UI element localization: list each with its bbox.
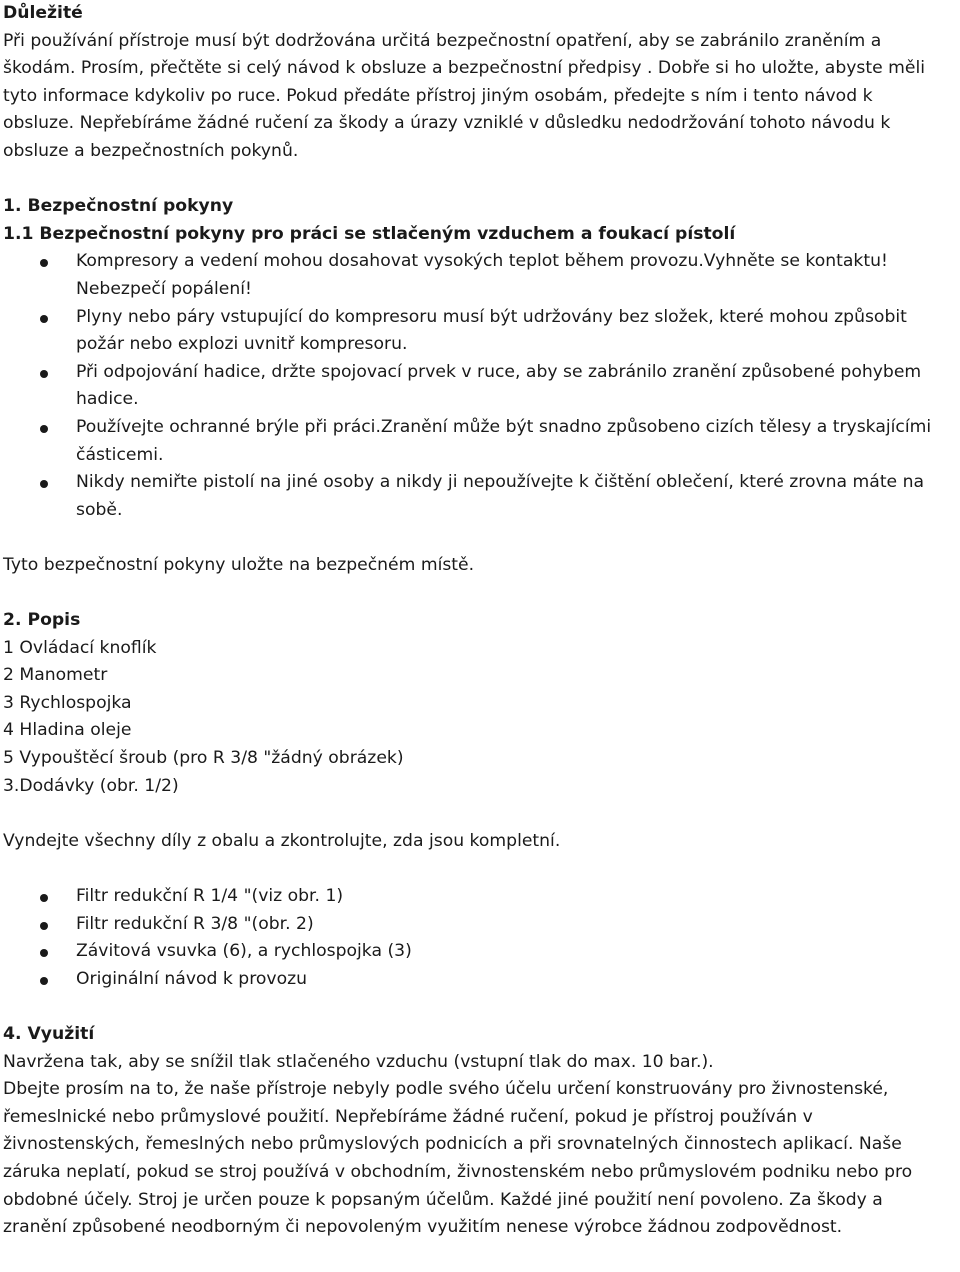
bullet-icon xyxy=(40,894,48,902)
description-line: 1 Ovládací knoflík xyxy=(3,637,157,658)
list-item: Plyny nebo páry vstupující do kompresoru musí být udržovány bez složek, které mohou způsobit požár nebo explozi uvnitř kompresoru. xyxy=(3,304,948,359)
usage-heading: 4. Využití xyxy=(3,1023,95,1044)
bullet-icon xyxy=(40,425,48,433)
spacer xyxy=(3,800,948,828)
list-item: Originální návod k provozu xyxy=(3,966,948,994)
spacer xyxy=(3,579,948,607)
bullet-icon xyxy=(40,480,48,488)
description-line: 3 Rychlospojka xyxy=(3,692,132,713)
usage-line: Navržena tak, aby se snížil tlak stlačeného vzduchu (vstupní tlak do max. 10 bar.). xyxy=(3,1051,714,1072)
delivery-list xyxy=(3,883,948,993)
important-heading: Důležité xyxy=(3,3,83,23)
bullet-icon xyxy=(40,259,48,267)
list-item: Nikdy nemiřte pistolí na jiné osoby a nikdy ji nepoužívejte k čištění oblečení, které zrovna máte na sobě. xyxy=(3,469,948,524)
important-paragraph: Při používání přístroje musí být dodržována určitá bezpečnostní opatření, aby se zabránilo zraněním a škodám. Prosím, přečtěte si celý návod k obsluze a bezpečnostní předpisy . Dobře si ho uložte, abyste měli tyto informace kdykoliv po ruce. Pokud předáte přístroj jiným osobám, předejte s ním i tento návod k obsluze. Nepřebíráme žádné ručení za škody a úrazy vzniklé v důsledku nedodržování tohoto návodu k obsluze a bezpečnostních pokynů. xyxy=(3,30,926,161)
list-item: Při odpojování hadice, držte spojovací prvek v ruce, aby se zabránilo zranění způsobené pohybem hadice. xyxy=(3,359,948,414)
spacer xyxy=(3,166,948,194)
usage-paragraph: Dbejte prosím na to, že naše přístroje nebyly podle svého účelu určení konstruovány pro živnostenské, řemeslnické nebo průmyslové použití. Nepřebíráme žádné ručení, pokud je přístroj používán v živnostenských, řemeslných nebo průmyslových podnicích a při srovnatelných činnostech aplikací. Naše záruka neplatí, pokud se stroj používá v obchodním, živnostenském nebo průmyslovém podniku nebo pro obdobné účely. Stroj je určen pouze k popsaným účelům. Každé jiné použití není povoleno. Za škody a zranění způsobené neodborným či nepovoleným využitím nenese výrobce žádnou zodpovědnost. xyxy=(3,1079,913,1238)
list-item: Závitová vsuvka (6), a rychlospojka (3) xyxy=(3,938,948,966)
description-line: 2 Manometr xyxy=(3,665,108,686)
bullet-icon xyxy=(40,370,48,378)
bullet-icon xyxy=(40,315,48,323)
spacer xyxy=(3,855,948,883)
safety-heading: 1. Bezpečnostní pokyny xyxy=(3,196,234,217)
list-item: Filtr redukční R 3/8 "(obr. 2) xyxy=(3,911,948,939)
safety-list xyxy=(3,248,948,524)
bullet-icon xyxy=(40,949,48,957)
spacer xyxy=(3,993,948,1021)
delivery-intro: Vyndejte všechny díly z obalu a zkontrolujte, zda jsou kompletní. xyxy=(3,830,561,851)
bullet-icon xyxy=(40,977,48,985)
safety-note: Tyto bezpečnostní pokyny uložte na bezpečném místě. xyxy=(3,554,475,575)
list-item: Kompresory a vedení mohou dosahovat vysokých teplot během provozu.Vyhněte se kontaktu! Nebezpečí popálení! xyxy=(3,248,948,303)
description-line: 4 Hladina oleje xyxy=(3,720,132,741)
spacer xyxy=(3,524,948,552)
list-item: Používejte ochranné brýle při práci.Zranění může být snadno způsobeno cizích tělesy a tryskajícími částicemi. xyxy=(3,414,948,469)
description-heading: 2. Popis xyxy=(3,610,81,631)
description-line: 5 Vypouštěcí šroub (pro R 3/8 "žádný obrázek) xyxy=(3,748,404,769)
list-item: Filtr redukční R 1/4 "(viz obr. 1) xyxy=(3,883,948,911)
bullet-icon xyxy=(40,922,48,930)
safety-subheading: 1.1 Bezpečnostní pokyny pro práci se stlačeným vzduchem a foukací pístolí xyxy=(3,223,736,244)
delivery-heading: 3.Dodávky (obr. 1/2) xyxy=(3,775,179,796)
